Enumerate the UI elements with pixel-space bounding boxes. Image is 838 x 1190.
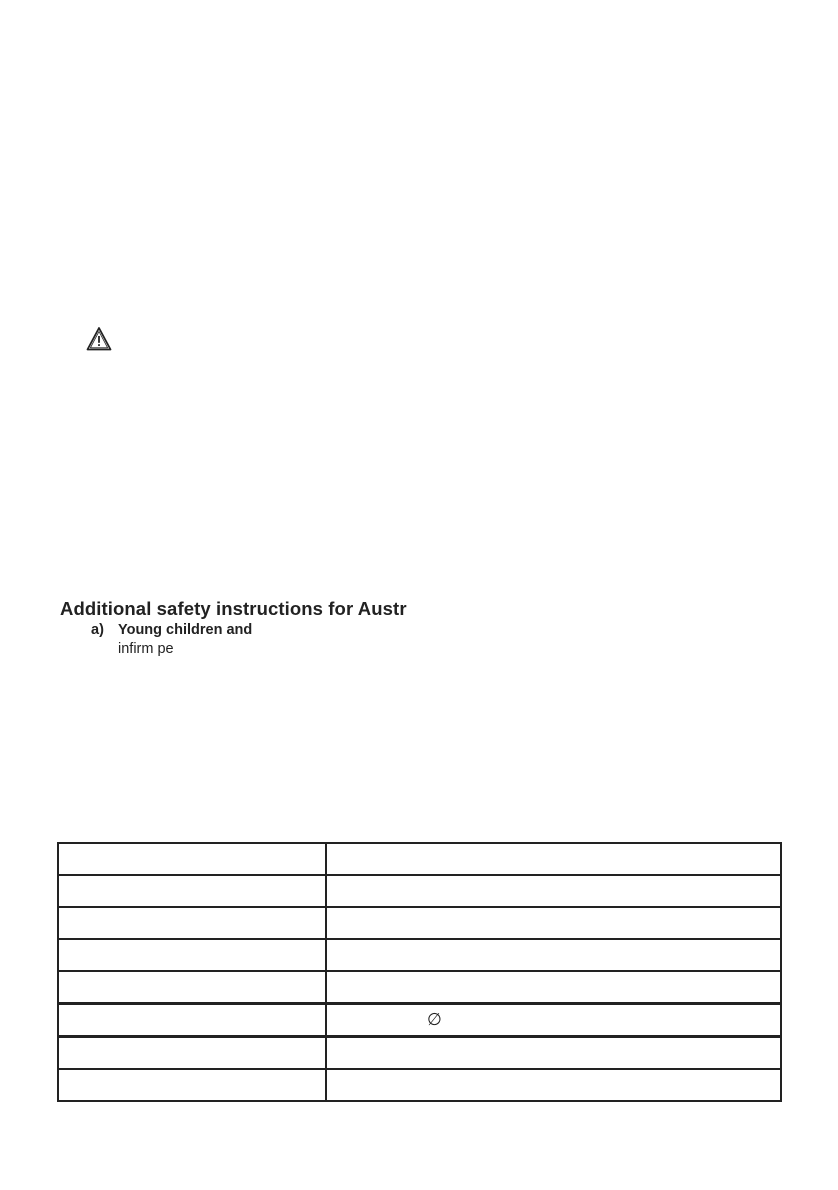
- table-cell: [58, 875, 326, 907]
- table-cell: [326, 939, 781, 971]
- section-heading: Additional safety instructions for Austr: [60, 598, 407, 619]
- list-item-marker: a): [91, 622, 104, 638]
- table-cell: [326, 1069, 781, 1101]
- list-item-bold-text: Young children and: [118, 622, 253, 638]
- spec-table: [57, 842, 782, 1102]
- table-cell: [58, 971, 326, 1004]
- table-cell: [326, 1004, 781, 1037]
- table-cell: [58, 1069, 326, 1101]
- list-item-continuation: infirm pe: [118, 641, 174, 657]
- table-row: [58, 1037, 781, 1070]
- table-row: [58, 1069, 781, 1101]
- table-cell: [326, 875, 781, 907]
- table-cell: [58, 939, 326, 971]
- table-row: [58, 1004, 781, 1037]
- table-cell: [326, 971, 781, 1004]
- table-cell: [326, 843, 781, 875]
- table-cell: [58, 1037, 326, 1070]
- table-cell: [326, 907, 781, 939]
- table-cell: [58, 1004, 326, 1037]
- table-row: [58, 875, 781, 907]
- table-row: [58, 907, 781, 939]
- table-cell: [326, 1037, 781, 1070]
- diameter-symbol-icon: ∅: [427, 1009, 442, 1029]
- table-cell: [58, 907, 326, 939]
- table-row: [58, 971, 781, 1004]
- table-row: [58, 843, 781, 875]
- warning-triangle-icon: [86, 326, 112, 352]
- table-cell: [58, 843, 326, 875]
- table-row: [58, 939, 781, 971]
